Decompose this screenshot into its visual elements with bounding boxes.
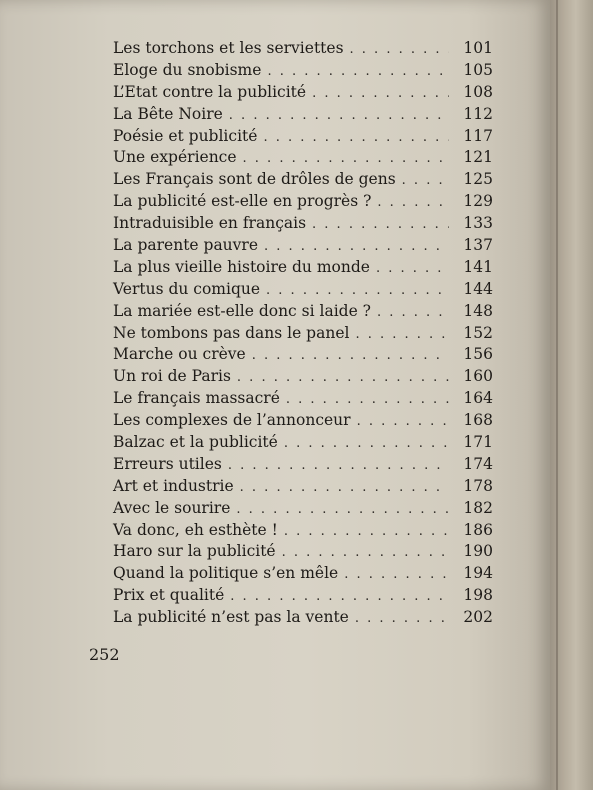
toc-entry (113, 410, 493, 432)
dot-leader (377, 302, 449, 324)
toc-entry-title: Ne tombons pas dans le panel (113, 323, 350, 342)
dot-leader (252, 345, 449, 367)
dot-leader (312, 83, 449, 105)
toc-entry-page: 168 (463, 411, 493, 430)
toc-entry-title: Art et industrie (113, 476, 234, 495)
toc-entry (113, 344, 493, 366)
toc-entry-title: Les Français sont de drôles de gens (113, 170, 396, 189)
toc-entry (113, 279, 493, 301)
toc-entry-page: 129 (463, 192, 493, 211)
toc-entry-title: Un roi de Paris (113, 367, 231, 386)
toc-entry (113, 607, 493, 629)
toc-entry-title: Une expérience (113, 148, 237, 167)
toc-entry-title: La Bête Noire (113, 104, 223, 123)
toc-entry (113, 585, 493, 607)
toc-entry (113, 38, 493, 60)
toc-entry-title: La mariée est-elle donc si laide ? (113, 301, 371, 320)
dot-leader (355, 608, 449, 630)
toc-entry (113, 476, 493, 498)
toc-entry-page: 194 (463, 564, 493, 583)
dot-leader (230, 586, 449, 608)
dot-leader (228, 455, 449, 477)
toc-entry (113, 126, 493, 148)
toc-entry-title: Balzac et la publicité (113, 433, 278, 452)
toc-entry-page: 182 (463, 498, 493, 517)
dot-leader (286, 389, 449, 411)
toc-entry (113, 432, 493, 454)
dot-leader (402, 170, 449, 192)
toc-entry (113, 213, 493, 235)
toc-entry (113, 147, 493, 169)
toc-entry (113, 82, 493, 104)
toc-entry-title: La publicité est-elle en progrès ? (113, 192, 372, 211)
toc-entry-title: Avec le sourire (113, 498, 231, 517)
toc-entry-page: 186 (463, 520, 493, 539)
dot-leader (229, 105, 449, 127)
toc-entry (113, 498, 493, 520)
toc-entry-page: 198 (463, 586, 493, 605)
toc-entry-title: Quand la politique s’en mêle (113, 564, 339, 583)
toc-entry (113, 301, 493, 323)
toc-entry-title: La plus vieille histoire du monde (113, 257, 370, 276)
toc-entry-title: Vertus du comique (113, 279, 261, 298)
toc-entry-title: Haro sur la publicité (113, 542, 276, 561)
toc-entry-title: La parente pauvre (113, 236, 259, 255)
toc-entry-title: Prix et qualité (113, 586, 225, 605)
toc-entry (113, 520, 493, 542)
toc-entry-page: 117 (463, 126, 493, 145)
toc-entry-page: 171 (463, 433, 493, 452)
toc-entry (113, 366, 493, 388)
toc-entry-title: La publicité n’est pas la vente (113, 608, 349, 627)
toc-entry-title: Les torchons et les serviettes (113, 39, 344, 57)
page-edge (550, 0, 593, 790)
toc-entry-title: Intraduisible en français (113, 214, 307, 233)
dot-leader (282, 542, 449, 564)
toc-entry-page: 178 (463, 476, 493, 495)
dot-leader (240, 477, 449, 499)
table-of-contents (113, 38, 493, 629)
toc-entry-page: 164 (463, 389, 493, 408)
toc-entry-title: Les complexes de l’annonceur (113, 411, 351, 430)
toc-entry-title: Le français massacré (113, 389, 280, 408)
dot-leader (312, 214, 449, 236)
toc-entry (113, 169, 493, 191)
toc-entry (113, 191, 493, 213)
toc-entry-title: Eloge du snobisme (113, 60, 262, 79)
dot-leader (376, 258, 449, 280)
dot-leader (243, 148, 449, 170)
dot-leader (355, 324, 449, 346)
toc-entry (113, 388, 493, 410)
toc-entry-page: 101 (463, 39, 493, 57)
dot-leader (377, 192, 449, 214)
dot-leader (263, 127, 449, 149)
toc-entry-page: 121 (463, 148, 493, 167)
toc-entry-page: 105 (463, 60, 493, 79)
toc-entry-page: 190 (463, 542, 493, 561)
toc-entry-page: 152 (463, 323, 493, 342)
dot-leader (237, 367, 449, 389)
dot-leader (357, 411, 449, 433)
toc-entry-page: 174 (463, 454, 493, 473)
dot-leader (344, 564, 449, 586)
dot-leader (267, 61, 449, 83)
toc-entry-page: 144 (463, 279, 493, 298)
toc-entry-title: Poésie et publicité (113, 126, 258, 145)
dot-leader (284, 433, 449, 455)
toc-entry-page: 202 (463, 608, 493, 627)
toc-entry-title: L’Etat contre la publicité (113, 82, 307, 101)
toc-entry (113, 104, 493, 126)
toc-entry-title: Va donc, eh esthète ! (113, 520, 278, 539)
page-number: 252 (89, 645, 120, 664)
dot-leader (350, 39, 449, 61)
toc-entry-page: 137 (463, 236, 493, 255)
toc-entry-page: 133 (463, 214, 493, 233)
toc-entry (113, 454, 493, 476)
toc-entry-title: Marche ou crève (113, 345, 246, 364)
dot-leader (236, 499, 449, 521)
toc-entry (113, 235, 493, 257)
toc-entry-page: 160 (463, 367, 493, 386)
dot-leader (266, 280, 449, 302)
toc-entry-page: 112 (463, 104, 493, 123)
toc-entry (113, 60, 493, 82)
dot-leader (264, 236, 449, 258)
toc-entry-page: 108 (463, 82, 493, 101)
dot-leader (284, 521, 449, 543)
toc-entry-page: 156 (463, 345, 493, 364)
toc-entry (113, 563, 493, 585)
toc-entry-title: Erreurs utiles (113, 454, 222, 473)
toc-entry-page: 141 (463, 257, 493, 276)
toc-entry (113, 541, 493, 563)
toc-entry (113, 323, 493, 345)
toc-entry-page: 125 (463, 170, 493, 189)
toc-entry-page: 148 (463, 301, 493, 320)
toc-entry (113, 257, 493, 279)
